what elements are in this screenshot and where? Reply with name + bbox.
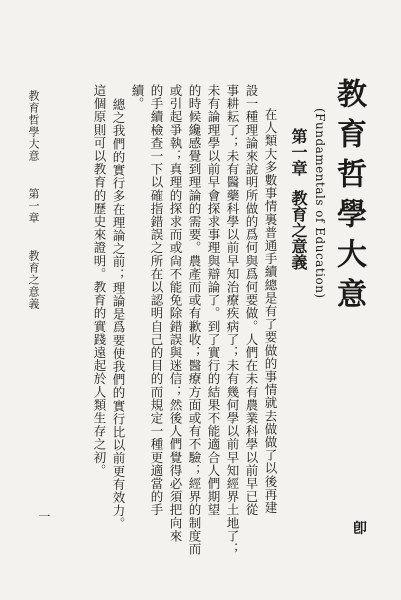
body-column-3: 事耕耘了；未有醫藥科學以前早知治療疾病了；未有幾何學以前早知經界土地了；: [225, 84, 240, 556]
english-subtitle: (Fundamentals of Education): [313, 108, 327, 299]
chapter-heading: [287, 128, 309, 270]
body-column-6: 或引起爭執；真理的探求而或尙不能免除錯誤與迷信；然後人們覺得必須把向來: [168, 84, 183, 543]
catchword: 卽: [353, 521, 367, 537]
running-section: 教育之意義: [27, 250, 40, 310]
running-chapter: 第一章: [27, 188, 40, 224]
body-column-7: 的手續檢查一下以確指錯誤之所在以認明自己的目的而規定一種更適當的手: [149, 84, 164, 517]
body-column-1: 在人類大多數事情裏普通手續總是有了要做的事情就去做做了以後再建: [263, 108, 278, 515]
page-number: 一: [37, 510, 51, 522]
body-column-10: 這個原則可以教育的歷史來證明。教育的實踐遠起於人類生存之初。: [92, 84, 107, 477]
body-column-9: 總之我們的實行多在理論之前；理論是爲要使我們的實行比以前更有效力。: [111, 98, 126, 531]
chapter-number: 第一章: [289, 128, 308, 176]
chapter-title: 教育之意義: [289, 190, 308, 270]
body-column-2: 設一種理論來說明所做的爲何與爲何要做。人們在未有農業科學以前早已從: [244, 84, 259, 517]
body-column-5: 的時候纔感覺到理論的需要。農產而或有歉收；醫療方面或有不驗；經界的制度而: [187, 84, 202, 556]
running-book-title: 教育哲學大意: [27, 90, 40, 162]
body-column-4: 未有論理學以前早會探求事理與辯論了。到了實行的結果不能適合人們期望: [206, 84, 221, 517]
page-title: 教育哲學大意: [331, 78, 366, 318]
body-column-8: 續。: [130, 84, 145, 111]
running-header: [26, 90, 40, 310]
